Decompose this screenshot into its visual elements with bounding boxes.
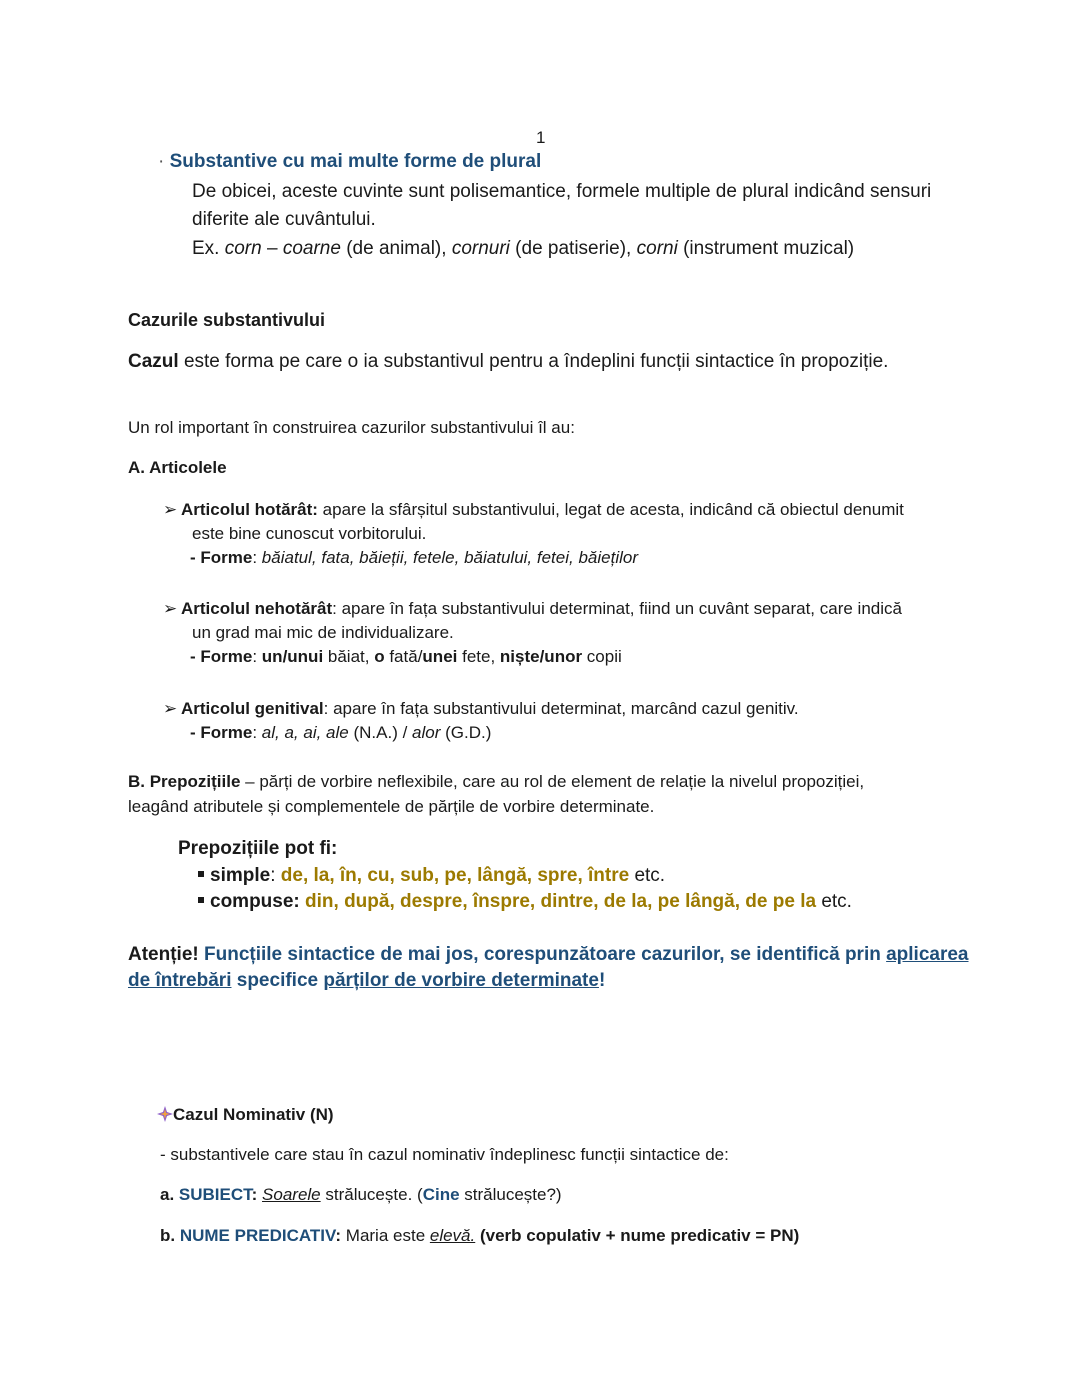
articol-genitival-line1: ➢ Articolul genitival: apare în fața substantivului determinat, marcând cazul genitiv. [163, 699, 799, 718]
articol-nehotarat-line2: un grad mai mic de individualizare. [192, 623, 454, 642]
plural-line-2: diferite ale cuvântului. [192, 209, 376, 230]
prepozitii-compuse: compuse: din, după, despre, înspre, dintre, de la, pe lângă, de pe la etc. [198, 891, 852, 913]
cazuri-heading: Cazurile substantivului [128, 310, 326, 330]
plural-heading: Substantive cu mai multe forme de plural [169, 151, 542, 172]
bullet-dot: · [158, 151, 170, 172]
arrow-bullet-icon: ➢ [163, 599, 178, 618]
nominativ-heading-line: Cazul Nominativ (N) [157, 1105, 334, 1125]
arrow-bullet-icon: ➢ [163, 699, 178, 718]
articol-genitival-forme: - Forme: al, a, ai, ale (N.A.) / alor (G.D.) [190, 723, 492, 742]
nominativ-nume-predicativ: b. NUME PREDICATIV: Maria este elevă. (verb copulativ + nume predicativ = PN) [160, 1226, 800, 1245]
articol-hotarat-forme: - Forme: băiatul, fata, băieții, fetele, băiatului, fetei, băieților [190, 548, 639, 567]
atentie-line2: de întrebări specifice părților de vorbire determinate! [128, 970, 606, 991]
articol-nehotarat-forme: - Forme: un/unui băiat, o fată/unei fete, niște/unor copii [190, 647, 622, 666]
articol-hotarat-line2: este bine cunoscut vorbitorului. [192, 524, 427, 543]
articole-heading: A. Articolele [128, 458, 227, 477]
prepozitii-line1: B. Prepozițiile – părți de vorbire neflexibile, care au rol de element de relație la nivelul propoziției, [128, 772, 865, 791]
prepozitii-simple: simple: de, la, în, cu, sub, pe, lângă, spre, între etc. [198, 865, 665, 887]
plural-line-1: De obicei, aceste cuvinte sunt polisemantice, formele multiple de plural indicând sensuri [192, 181, 932, 202]
square-bullet-icon [198, 897, 204, 903]
prepozitii-pot-fi: Prepozițiile pot fi: [178, 838, 338, 859]
plural-example: Ex. corn – coarne (de animal), cornuri (de patiserie), corni (instrument muzical) [192, 238, 855, 259]
nominativ-subiect: a. SUBIECT: Soarele strălucește. (Cine strălucește?) [160, 1185, 562, 1204]
articol-nehotarat-line1: ➢ Articolul nehotărât: apare în fața substantivului determinat, fiind un cuvânt separat, care indică [163, 599, 902, 618]
page-number: 1 [536, 128, 546, 147]
cazuri-definition: Cazul este forma pe care o ia substantivul pentru a îndeplini funcții sintactice în propoziție. [128, 351, 889, 372]
atentie-line1: Atenție! Funcțiile sintactice de mai jos, corespunzătoare cazurilor, se identifică prin aplicarea [128, 944, 969, 965]
cazuri-intro: Un rol important în construirea cazurilor substantivului îl au: [128, 418, 575, 437]
prepozitii-line2: leagând atributele și complementele de părțile de vorbire determinate. [128, 797, 655, 816]
sparkle-star-icon [157, 1106, 173, 1122]
articol-hotarat-line1: ➢ Articolul hotărât: apare la sfârșitul substantivului, legat de acesta, indicând că obiectul denumit [163, 500, 904, 519]
arrow-bullet-icon: ➢ [163, 500, 178, 519]
square-bullet-icon [198, 871, 204, 877]
plural-heading-line [158, 151, 541, 173]
nominativ-intro: - substantivele care stau în cazul nominativ îndeplinesc funcții sintactice de: [160, 1145, 729, 1164]
